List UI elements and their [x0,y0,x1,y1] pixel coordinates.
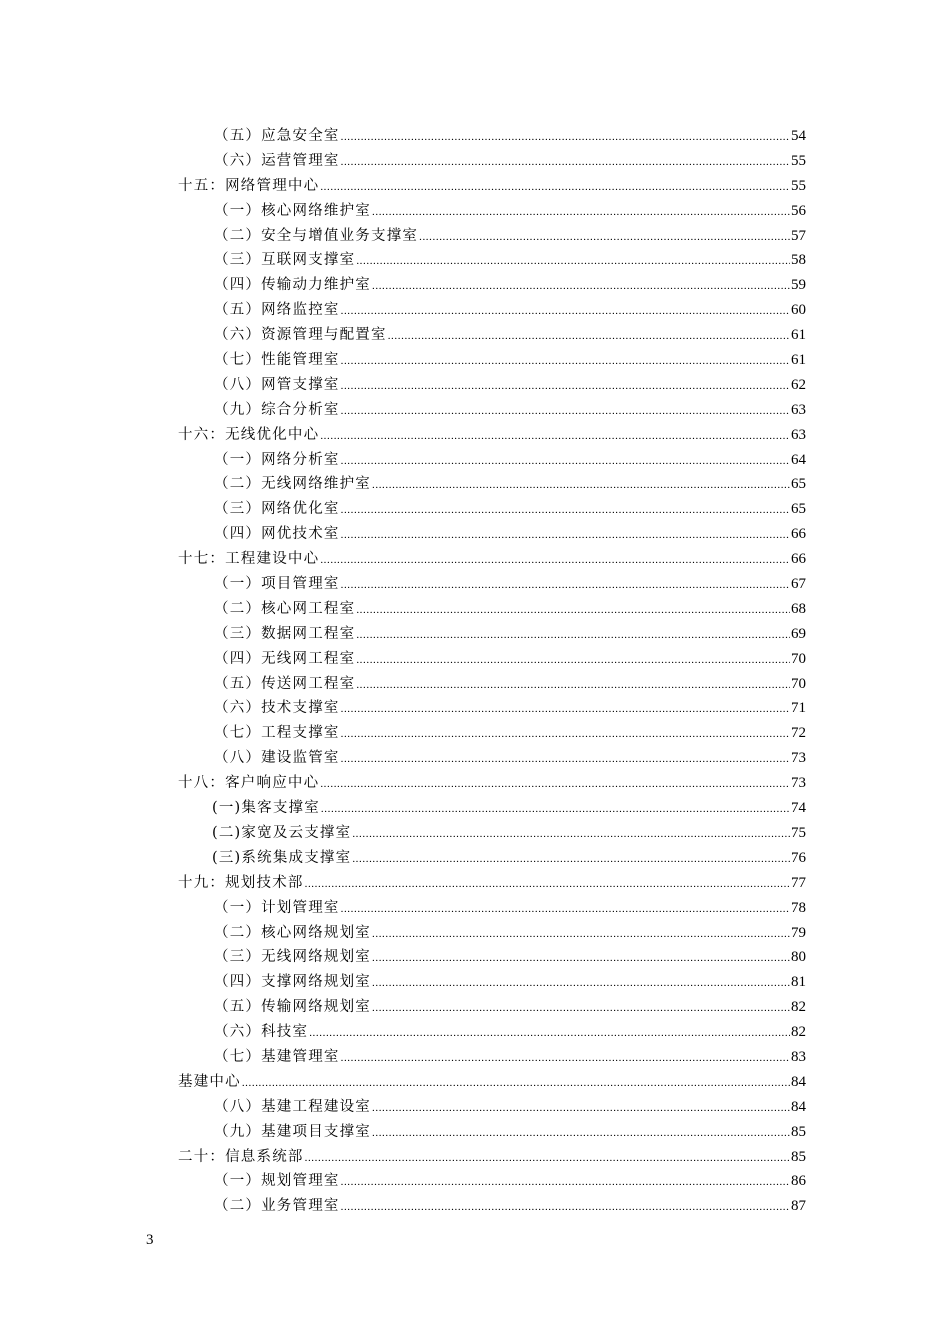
toc-dot-leader [341,897,790,922]
toc-subsection-entry[interactable] [178,846,806,871]
toc-entry-page-number: 79 [791,924,806,941]
toc-entry-title: （九）基建项目支撑室 [214,1123,371,1140]
toc-dot-leader [341,1195,790,1220]
toc-entry-page-number: 55 [791,177,806,194]
toc-entry-page-number: 70 [791,675,806,692]
toc-entry-title: （三）无线网络规划室 [214,949,371,966]
toc-entry-page-number: 59 [791,277,806,294]
toc-dot-leader [419,225,790,250]
toc-entry-title: （三）互联网支撑室 [214,252,356,269]
toc-subsection-entry[interactable] [178,796,806,821]
toc-dot-leader [372,1121,790,1146]
toc-subsection-entry[interactable] [178,373,806,398]
toc-subsection-entry[interactable] [178,821,806,846]
toc-dot-leader [341,399,790,424]
toc-entry-page-number: 66 [791,526,806,543]
toc-entry-title: （八）网管支撑室 [214,376,340,393]
toc-dot-leader [356,623,790,648]
toc-dot-leader [356,249,790,274]
toc-dot-leader [341,374,790,399]
toc-entry-page-number: 56 [791,202,806,219]
toc-dot-leader [242,1071,790,1096]
toc-entry-page-number: 73 [791,750,806,767]
toc-subsection-entry[interactable] [178,472,806,497]
toc-dot-leader [305,872,790,897]
toc-subsection-entry[interactable] [178,348,806,373]
toc-subsection-entry[interactable] [178,970,806,995]
toc-entry-title: （一）项目管理室 [214,576,340,593]
toc-entry-title: （三）网络优化室 [214,501,340,518]
toc-entry-page-number: 84 [791,1098,806,1115]
toc-entry-title: （六）技术支撑室 [214,700,340,717]
toc-dot-leader [341,150,790,175]
toc-entry-page-number: 63 [791,401,806,418]
toc-entry-page-number: 63 [791,426,806,443]
toc-entry-title: （四）网优技术室 [214,526,340,543]
toc-entry-title: （一）规划管理室 [214,1173,340,1190]
toc-dot-leader [341,697,790,722]
page-number: 3 [146,1232,154,1248]
toc-entry-page-number: 61 [791,352,806,369]
toc-subsection-entry[interactable] [178,1194,806,1219]
toc-entry-title: （二）无线网络维护室 [214,476,371,493]
toc-dot-leader [352,822,790,847]
toc-entry-page-number: 74 [791,800,806,817]
toc-entry-title: 十七：工程建设中心 [178,551,320,568]
toc-dot-leader [341,299,790,324]
toc-dot-leader [356,673,790,698]
toc-subsection-entry[interactable] [178,199,806,224]
toc-entry-title: （二）核心网工程室 [214,600,356,617]
toc-dot-leader [305,1146,790,1171]
toc-subsection-entry[interactable] [178,323,806,348]
toc-section-entry[interactable] [178,871,806,896]
toc-entry-title: 十六：无线优化中心 [178,426,320,443]
toc-entry-title: （九）综合分析室 [214,401,340,418]
toc-dot-leader [341,449,790,474]
toc-entry-page-number: 71 [791,700,806,717]
toc-dot-leader [388,324,790,349]
toc-entry-page-number: 64 [791,451,806,468]
toc-entry-page-number: 55 [791,152,806,169]
toc-dot-leader [321,797,790,822]
toc-subsection-entry[interactable] [178,248,806,273]
toc-dot-leader [372,1096,790,1121]
toc-subsection-entry[interactable] [178,597,806,622]
toc-entry-title: （六）运营管理室 [214,152,340,169]
toc-dot-leader [372,274,790,299]
toc-dot-leader [372,922,790,947]
toc-entry-page-number: 72 [791,725,806,742]
toc-entry-page-number: 82 [791,999,806,1016]
toc-entry-page-number: 76 [791,849,806,866]
toc-subsection-entry[interactable] [178,995,806,1020]
toc-entry-title: （八）建设监管室 [214,750,340,767]
toc-dot-leader [341,573,790,598]
toc-entry-page-number: 85 [791,1148,806,1165]
toc-dot-leader [372,473,790,498]
toc-entry-title: （三）数据网工程室 [214,625,356,642]
toc-dot-leader [372,200,790,225]
toc-entry-title: （一）计划管理室 [214,899,340,916]
toc-subsection-entry[interactable] [178,572,806,597]
toc-entry-page-number: 69 [791,625,806,642]
toc-dot-leader [341,1046,790,1071]
toc-entry-title: 十八：客户响应中心 [178,775,320,792]
toc-section-entry[interactable] [178,423,806,448]
toc-entry-page-number: 86 [791,1173,806,1190]
toc-dot-leader [320,175,790,200]
toc-dot-leader [341,125,790,150]
toc-dot-leader [320,424,790,449]
toc-subsection-entry[interactable] [178,1045,806,1070]
toc-section-entry[interactable] [178,1145,806,1170]
toc-subsection-entry[interactable] [178,672,806,697]
toc-entry-title: （五）网络监控室 [214,302,340,319]
toc-subsection-entry[interactable] [178,149,806,174]
toc-entry-page-number: 85 [791,1123,806,1140]
toc-dot-leader [372,946,790,971]
toc-entry-title: （二）业务管理室 [214,1198,340,1215]
toc-entry-title: （四）传输动力维护室 [214,277,371,294]
toc-entry-page-number: 58 [791,252,806,269]
toc-entry-title: （七）性能管理室 [214,352,340,369]
toc-subsection-entry[interactable] [178,448,806,473]
toc-entry-page-number: 54 [791,128,806,144]
toc-dot-leader [356,648,790,673]
toc-entry-title: （五）传输网络规划室 [214,999,371,1016]
toc-entry-title: 十五：网络管理中心 [178,177,320,194]
toc-entry-page-number: 75 [791,824,806,841]
toc-dot-leader [372,996,790,1021]
toc-entry-title: （八）基建工程建设室 [214,1098,371,1115]
toc-section-entry[interactable] [178,174,806,199]
toc-dot-leader [341,523,790,548]
toc-entry-title: 基建中心 [178,1073,241,1090]
toc-subsection-entry[interactable] [178,497,806,522]
toc-dot-leader [320,548,790,573]
toc-entry-title: （七）工程支撑室 [214,725,340,742]
toc-section-entry[interactable] [178,771,806,796]
toc-dot-leader [341,747,790,772]
toc-entry-title: (一)集客支撑室 [212,800,320,817]
toc-entry-page-number: 81 [791,974,806,991]
toc-entry-title: （七）基建管理室 [214,1048,340,1065]
toc-entry-page-number: 61 [791,327,806,344]
toc-section-entry[interactable] [178,1070,806,1095]
toc-entry-page-number: 83 [791,1048,806,1065]
toc-entry-page-number: 80 [791,949,806,966]
toc-entry-title: （六）资源管理与配置室 [214,327,387,344]
toc-dot-leader [356,598,790,623]
toc-subsection-entry[interactable] [178,1020,806,1045]
toc-subsection-entry[interactable] [178,1095,806,1120]
toc-entry-page-number: 68 [791,600,806,617]
toc-subsection-entry[interactable] [178,298,806,323]
toc-entry-page-number: 66 [791,551,806,568]
toc-entry-title: （一）核心网络维护室 [214,202,371,219]
toc-dot-leader [372,971,790,996]
toc-entry-title: （一）网络分析室 [214,451,340,468]
toc-subsection-entry[interactable] [178,622,806,647]
toc-entry-page-number: 82 [791,1024,806,1041]
toc-subsection-entry[interactable] [178,896,806,921]
toc-entry-page-number: 60 [791,302,806,319]
toc-entry-page-number: 62 [791,376,806,393]
toc-entry-page-number: 87 [791,1198,806,1215]
toc-entry-title: （四）无线网工程室 [214,650,356,667]
toc-entry-title: 十九：规划技术部 [178,874,304,891]
toc-entry-page-number: 67 [791,576,806,593]
toc-section-entry[interactable] [178,547,806,572]
toc-entry-page-number: 65 [791,476,806,493]
toc-entry-page-number: 77 [791,874,806,891]
toc-subsection-entry[interactable] [178,647,806,672]
toc-entry-page-number: 70 [791,650,806,667]
toc-entry-page-number: 78 [791,899,806,916]
toc-entry-title: （五）传送网工程室 [214,675,356,692]
toc-entry-title: （二）核心网络规划室 [214,924,371,941]
toc-subsection-entry[interactable] [178,124,806,149]
toc-subsection-entry[interactable] [178,921,806,946]
toc-dot-leader [320,772,790,797]
toc-subsection-entry[interactable] [178,273,806,298]
toc-subsection-entry[interactable] [178,1120,806,1145]
toc-entry-title: （六）科技室 [214,1024,309,1041]
toc-subsection-entry[interactable] [178,522,806,547]
toc-dot-leader [341,1170,790,1195]
toc-entry-page-number: 73 [791,775,806,792]
toc-subsection-entry[interactable] [178,696,806,721]
toc-entry-page-number: 65 [791,501,806,518]
toc-entry-title: （四）支撑网络规划室 [214,974,371,991]
toc-entry-title: (二)家宽及云支撑室 [212,824,352,841]
toc-entry-title: (三)系统集成支撑室 [212,849,352,866]
toc-subsection-entry[interactable] [178,945,806,970]
toc-dot-leader [341,498,790,523]
toc-dot-leader [309,1021,790,1046]
toc-subsection-entry[interactable] [178,398,806,423]
toc-entry-title: （五）应急安全室 [214,128,340,144]
toc-entry-title: （二）安全与增值业务支撑室 [214,227,419,244]
toc-entry-title: 二十：信息系统部 [178,1148,304,1165]
toc-subsection-entry[interactable] [178,721,806,746]
toc-dot-leader [341,349,790,374]
toc-entry-page-number: 57 [791,227,806,244]
table-of-contents [178,124,806,1219]
toc-subsection-entry[interactable] [178,746,806,771]
toc-subsection-entry[interactable] [178,224,806,249]
toc-dot-leader [352,847,790,872]
toc-subsection-entry[interactable] [178,1169,806,1194]
toc-dot-leader [341,722,790,747]
toc-entry-page-number: 84 [791,1073,806,1090]
